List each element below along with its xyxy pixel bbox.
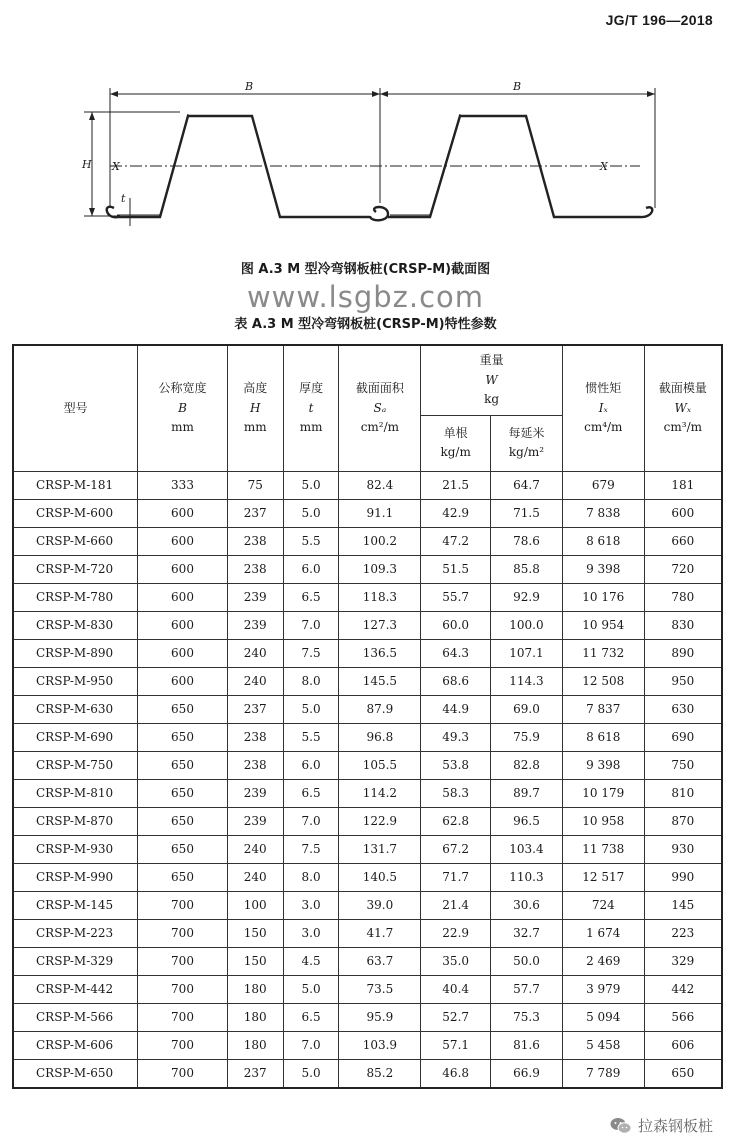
value-cell: 5.5 xyxy=(283,723,339,751)
table-row xyxy=(13,863,722,891)
section-drawing xyxy=(80,68,680,248)
value-cell: 870 xyxy=(644,807,722,835)
value-cell: 890 xyxy=(644,639,722,667)
value-cell: 8 618 xyxy=(562,527,644,555)
value-cell: 240 xyxy=(227,639,283,667)
value-cell: 140.5 xyxy=(339,863,421,891)
value-cell: 87.9 xyxy=(339,695,421,723)
value-cell: 329 xyxy=(644,947,722,975)
value-cell: 85.8 xyxy=(491,555,563,583)
table-row xyxy=(13,779,722,807)
value-cell: 39.0 xyxy=(339,891,421,919)
header-thickness: 厚度 t mm xyxy=(283,345,339,471)
model-cell: CRSP-M-329 xyxy=(13,947,138,975)
model-cell: CRSP-M-870 xyxy=(13,807,138,835)
value-cell: 21.5 xyxy=(421,471,491,499)
table-row xyxy=(13,583,722,611)
value-cell: 700 xyxy=(138,919,228,947)
value-cell: 724 xyxy=(562,891,644,919)
value-cell: 114.3 xyxy=(491,667,563,695)
value-cell: 600 xyxy=(138,667,228,695)
model-cell: CRSP-M-660 xyxy=(13,527,138,555)
value-cell: 75 xyxy=(227,471,283,499)
value-cell: 10 958 xyxy=(562,807,644,835)
parameter-table xyxy=(12,344,723,1089)
value-cell: 238 xyxy=(227,723,283,751)
value-cell: 35.0 xyxy=(421,947,491,975)
value-cell: 690 xyxy=(644,723,722,751)
value-cell: 8.0 xyxy=(283,667,339,695)
table-row xyxy=(13,947,722,975)
value-cell: 95.9 xyxy=(339,1003,421,1031)
value-cell: 32.7 xyxy=(491,919,563,947)
value-cell: 100 xyxy=(227,891,283,919)
value-cell: 8.0 xyxy=(283,863,339,891)
value-cell: 52.7 xyxy=(421,1003,491,1031)
value-cell: 107.1 xyxy=(491,639,563,667)
value-cell: 239 xyxy=(227,583,283,611)
value-cell: 11 732 xyxy=(562,639,644,667)
table-row xyxy=(13,723,722,751)
value-cell: 100.0 xyxy=(491,611,563,639)
value-cell: 150 xyxy=(227,919,283,947)
header-modulus: 截面模量 Wₓ cm³/m xyxy=(644,345,722,471)
value-cell: 180 xyxy=(227,1003,283,1031)
value-cell: 600 xyxy=(138,527,228,555)
value-cell: 58.3 xyxy=(421,779,491,807)
value-cell: 7.0 xyxy=(283,1031,339,1059)
value-cell: 650 xyxy=(138,779,228,807)
value-cell: 442 xyxy=(644,975,722,1003)
model-cell: CRSP-M-890 xyxy=(13,639,138,667)
value-cell: 75.9 xyxy=(491,723,563,751)
value-cell: 238 xyxy=(227,751,283,779)
table-row xyxy=(13,919,722,947)
value-cell: 40.4 xyxy=(421,975,491,1003)
value-cell: 5 094 xyxy=(562,1003,644,1031)
value-cell: 127.3 xyxy=(339,611,421,639)
value-cell: 66.9 xyxy=(491,1059,563,1088)
value-cell: 4.5 xyxy=(283,947,339,975)
model-cell: CRSP-M-690 xyxy=(13,723,138,751)
value-cell: 180 xyxy=(227,1031,283,1059)
model-cell: CRSP-M-650 xyxy=(13,1059,138,1088)
value-cell: 44.9 xyxy=(421,695,491,723)
value-cell: 62.8 xyxy=(421,807,491,835)
value-cell: 42.9 xyxy=(421,499,491,527)
model-cell: CRSP-M-566 xyxy=(13,1003,138,1031)
header-weight-single: 单根 kg/m xyxy=(421,415,491,471)
table-row xyxy=(13,639,722,667)
header-height: 高度 H mm xyxy=(227,345,283,471)
value-cell: 11 738 xyxy=(562,835,644,863)
value-cell: 950 xyxy=(644,667,722,695)
value-cell: 64.3 xyxy=(421,639,491,667)
header-area: 截面面积 Sₐ cm²/m xyxy=(339,345,421,471)
model-cell: CRSP-M-145 xyxy=(13,891,138,919)
value-cell: 566 xyxy=(644,1003,722,1031)
table-row xyxy=(13,835,722,863)
value-cell: 12 508 xyxy=(562,667,644,695)
header-model: 型号 xyxy=(13,345,138,471)
value-cell: 68.6 xyxy=(421,667,491,695)
value-cell: 1 674 xyxy=(562,919,644,947)
model-cell: CRSP-M-950 xyxy=(13,667,138,695)
value-cell: 10 179 xyxy=(562,779,644,807)
value-cell: 5.0 xyxy=(283,695,339,723)
dim-label-b-right: B xyxy=(513,80,522,93)
table-row xyxy=(13,807,722,835)
value-cell: 10 954 xyxy=(562,611,644,639)
value-cell: 150 xyxy=(227,947,283,975)
value-cell: 49.3 xyxy=(421,723,491,751)
value-cell: 47.2 xyxy=(421,527,491,555)
value-cell: 103.4 xyxy=(491,835,563,863)
table-caption: 表 A.3 M 型冷弯钢板桩(CRSP-M)特性参数 xyxy=(234,317,497,332)
table-row xyxy=(13,667,722,695)
value-cell: 46.8 xyxy=(421,1059,491,1088)
value-cell: 181 xyxy=(644,471,722,499)
value-cell: 60.0 xyxy=(421,611,491,639)
model-cell: CRSP-M-810 xyxy=(13,779,138,807)
value-cell: 650 xyxy=(138,807,228,835)
value-cell: 5.0 xyxy=(283,499,339,527)
value-cell: 55.7 xyxy=(421,583,491,611)
value-cell: 237 xyxy=(227,499,283,527)
value-cell: 240 xyxy=(227,835,283,863)
value-cell: 103.9 xyxy=(339,1031,421,1059)
header-inertia: 惯性矩 Iₓ cm⁴/m xyxy=(562,345,644,471)
value-cell: 990 xyxy=(644,863,722,891)
value-cell: 53.8 xyxy=(421,751,491,779)
value-cell: 110.3 xyxy=(491,863,563,891)
value-cell: 600 xyxy=(644,499,722,527)
value-cell: 21.4 xyxy=(421,891,491,919)
value-cell: 700 xyxy=(138,947,228,975)
value-cell: 700 xyxy=(138,1031,228,1059)
header-width: 公称宽度 B mm xyxy=(138,345,228,471)
value-cell: 5.5 xyxy=(283,527,339,555)
value-cell: 5.0 xyxy=(283,471,339,499)
value-cell: 606 xyxy=(644,1031,722,1059)
value-cell: 57.1 xyxy=(421,1031,491,1059)
value-cell: 82.8 xyxy=(491,751,563,779)
value-cell: 660 xyxy=(644,527,722,555)
value-cell: 600 xyxy=(138,499,228,527)
value-cell: 145.5 xyxy=(339,667,421,695)
value-cell: 679 xyxy=(562,471,644,499)
value-cell: 5.0 xyxy=(283,975,339,1003)
value-cell: 64.7 xyxy=(491,471,563,499)
value-cell: 6.5 xyxy=(283,583,339,611)
value-cell: 830 xyxy=(644,611,722,639)
value-cell: 8 618 xyxy=(562,723,644,751)
value-cell: 7 837 xyxy=(562,695,644,723)
value-cell: 5.0 xyxy=(283,1059,339,1088)
value-cell: 600 xyxy=(138,611,228,639)
value-cell: 92.9 xyxy=(491,583,563,611)
figure-caption: 图 A.3 M 型冷弯钢板桩(CRSP-M)截面图 xyxy=(240,262,491,277)
value-cell: 6.0 xyxy=(283,555,339,583)
value-cell: 89.7 xyxy=(491,779,563,807)
value-cell: 105.5 xyxy=(339,751,421,779)
value-cell: 75.3 xyxy=(491,1003,563,1031)
value-cell: 7.5 xyxy=(283,639,339,667)
value-cell: 239 xyxy=(227,779,283,807)
value-cell: 71.7 xyxy=(421,863,491,891)
value-cell: 780 xyxy=(644,583,722,611)
value-cell: 7.5 xyxy=(283,835,339,863)
value-cell: 131.7 xyxy=(339,835,421,863)
axis-label-x-right: X xyxy=(600,160,608,173)
value-cell: 600 xyxy=(138,583,228,611)
value-cell: 238 xyxy=(227,527,283,555)
table-row xyxy=(13,611,722,639)
model-cell: CRSP-M-606 xyxy=(13,1031,138,1059)
model-cell: CRSP-M-930 xyxy=(13,835,138,863)
footer-brand xyxy=(610,1115,713,1136)
value-cell: 136.5 xyxy=(339,639,421,667)
dim-label-b-left: B xyxy=(245,80,254,93)
value-cell: 720 xyxy=(644,555,722,583)
value-cell: 145 xyxy=(644,891,722,919)
value-cell: 100.2 xyxy=(339,527,421,555)
value-cell: 57.7 xyxy=(491,975,563,1003)
value-cell: 9 398 xyxy=(562,751,644,779)
value-cell: 122.9 xyxy=(339,807,421,835)
header-weight: 重量 W kg xyxy=(421,345,563,415)
footer-brand-text: 拉森钢板桩 xyxy=(637,1117,713,1135)
model-cell: CRSP-M-990 xyxy=(13,863,138,891)
axis-label-x-left: X xyxy=(112,160,120,173)
value-cell: 9 398 xyxy=(562,555,644,583)
value-cell: 180 xyxy=(227,975,283,1003)
value-cell: 7.0 xyxy=(283,807,339,835)
table-row xyxy=(13,499,722,527)
table-row xyxy=(13,891,722,919)
value-cell: 237 xyxy=(227,1059,283,1088)
value-cell: 223 xyxy=(644,919,722,947)
value-cell: 114.2 xyxy=(339,779,421,807)
value-cell: 12 517 xyxy=(562,863,644,891)
value-cell: 3.0 xyxy=(283,919,339,947)
value-cell: 85.2 xyxy=(339,1059,421,1088)
value-cell: 930 xyxy=(644,835,722,863)
value-cell: 30.6 xyxy=(491,891,563,919)
value-cell: 600 xyxy=(138,555,228,583)
standard-number: JG/T 196—2018 xyxy=(605,12,713,28)
value-cell: 22.9 xyxy=(421,919,491,947)
value-cell: 63.7 xyxy=(339,947,421,975)
value-cell: 7 789 xyxy=(562,1059,644,1088)
dim-label-h: H xyxy=(82,158,92,171)
table-row xyxy=(13,751,722,779)
model-cell: CRSP-M-630 xyxy=(13,695,138,723)
value-cell: 238 xyxy=(227,555,283,583)
value-cell: 6.0 xyxy=(283,751,339,779)
value-cell: 650 xyxy=(138,723,228,751)
value-cell: 700 xyxy=(138,1003,228,1031)
value-cell: 6.5 xyxy=(283,1003,339,1031)
value-cell: 78.6 xyxy=(491,527,563,555)
table-row xyxy=(13,695,722,723)
model-cell: CRSP-M-780 xyxy=(13,583,138,611)
value-cell: 41.7 xyxy=(339,919,421,947)
value-cell: 333 xyxy=(138,471,228,499)
value-cell: 650 xyxy=(138,695,228,723)
value-cell: 96.5 xyxy=(491,807,563,835)
value-cell: 109.3 xyxy=(339,555,421,583)
value-cell: 7 838 xyxy=(562,499,644,527)
value-cell: 650 xyxy=(138,863,228,891)
value-cell: 69.0 xyxy=(491,695,563,723)
model-cell: CRSP-M-600 xyxy=(13,499,138,527)
table-row xyxy=(13,1031,722,1059)
value-cell: 240 xyxy=(227,863,283,891)
value-cell: 650 xyxy=(644,1059,722,1088)
value-cell: 630 xyxy=(644,695,722,723)
dim-label-t: t xyxy=(121,192,126,205)
value-cell: 118.3 xyxy=(339,583,421,611)
value-cell: 810 xyxy=(644,779,722,807)
table-row xyxy=(13,975,722,1003)
value-cell: 71.5 xyxy=(491,499,563,527)
value-cell: 240 xyxy=(227,667,283,695)
model-cell: CRSP-M-442 xyxy=(13,975,138,1003)
model-cell: CRSP-M-720 xyxy=(13,555,138,583)
value-cell: 750 xyxy=(644,751,722,779)
value-cell: 239 xyxy=(227,611,283,639)
value-cell: 51.5 xyxy=(421,555,491,583)
value-cell: 600 xyxy=(138,639,228,667)
table-row xyxy=(13,1003,722,1031)
value-cell: 700 xyxy=(138,891,228,919)
header-weight-per-m: 每延米 kg/m² xyxy=(491,415,563,471)
value-cell: 6.5 xyxy=(283,779,339,807)
value-cell: 2 469 xyxy=(562,947,644,975)
value-cell: 7.0 xyxy=(283,611,339,639)
value-cell: 91.1 xyxy=(339,499,421,527)
value-cell: 81.6 xyxy=(491,1031,563,1059)
model-cell: CRSP-M-750 xyxy=(13,751,138,779)
value-cell: 237 xyxy=(227,695,283,723)
value-cell: 239 xyxy=(227,807,283,835)
table-body xyxy=(13,471,722,1088)
value-cell: 650 xyxy=(138,751,228,779)
model-cell: CRSP-M-181 xyxy=(13,471,138,499)
value-cell: 700 xyxy=(138,1059,228,1088)
table-row xyxy=(13,1059,722,1088)
value-cell: 10 176 xyxy=(562,583,644,611)
value-cell: 650 xyxy=(138,835,228,863)
value-cell: 96.8 xyxy=(339,723,421,751)
model-cell: CRSP-M-223 xyxy=(13,919,138,947)
value-cell: 3.0 xyxy=(283,891,339,919)
value-cell: 3 979 xyxy=(562,975,644,1003)
value-cell: 50.0 xyxy=(491,947,563,975)
value-cell: 67.2 xyxy=(421,835,491,863)
model-cell: CRSP-M-830 xyxy=(13,611,138,639)
watermark: www.lsgbz.com xyxy=(246,280,485,314)
table-row xyxy=(13,471,722,499)
value-cell: 5 458 xyxy=(562,1031,644,1059)
value-cell: 73.5 xyxy=(339,975,421,1003)
value-cell: 700 xyxy=(138,975,228,1003)
wechat-icon xyxy=(610,1117,632,1135)
table-row xyxy=(13,555,722,583)
table-row xyxy=(13,527,722,555)
value-cell: 82.4 xyxy=(339,471,421,499)
